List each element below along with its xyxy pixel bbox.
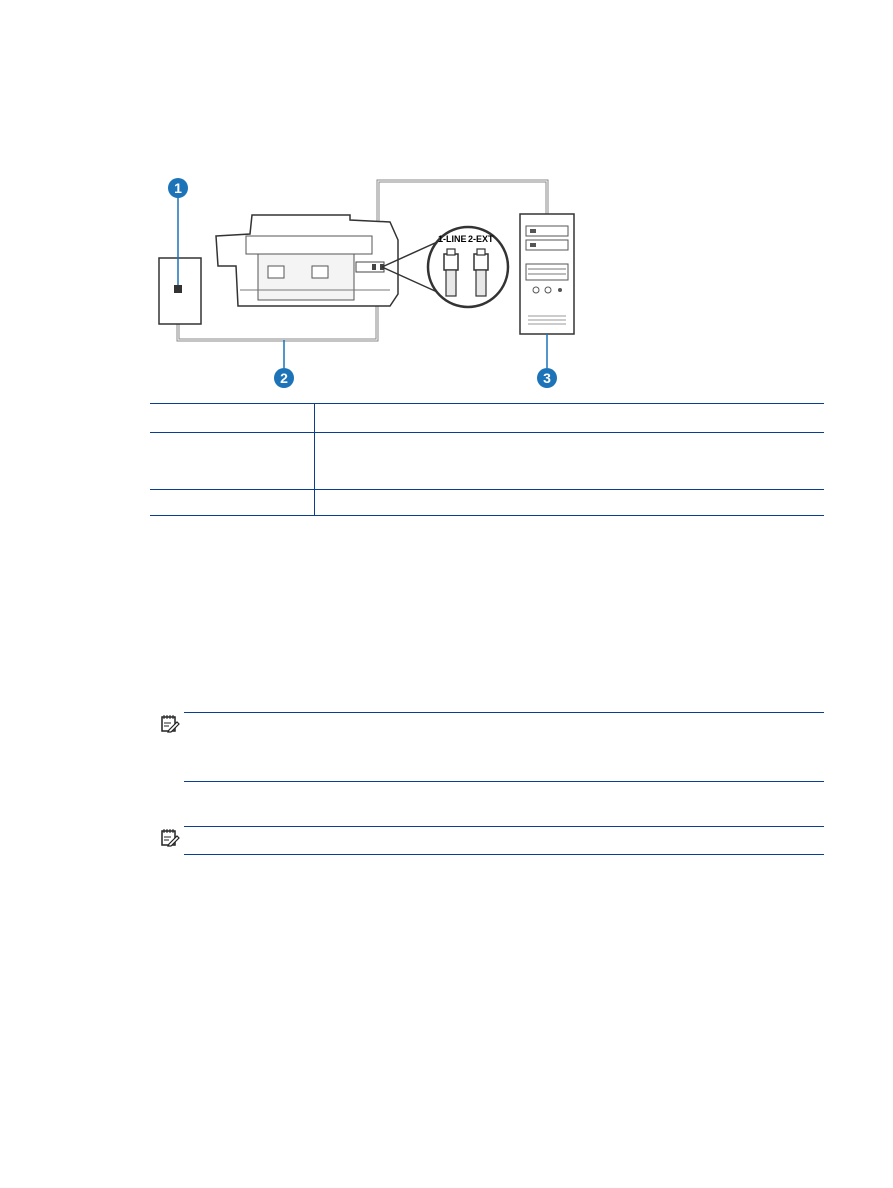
note-text	[184, 712, 824, 782]
legend-description	[315, 490, 825, 516]
telephone-wall-jack	[159, 258, 201, 324]
legend-number	[150, 404, 315, 433]
printer-back	[216, 215, 398, 306]
legend-description	[315, 404, 825, 433]
callout-3	[537, 368, 557, 388]
callout-2-label: 2	[280, 370, 288, 386]
port-zoom	[428, 227, 508, 307]
note-icon	[160, 714, 180, 734]
callout-3-label: 3	[543, 370, 551, 386]
legend-row	[150, 433, 824, 490]
legend-row	[150, 404, 824, 433]
callout-1-label: 1	[174, 180, 182, 196]
callout-1	[168, 178, 188, 198]
note-text	[184, 826, 824, 855]
computer-tower	[520, 214, 574, 334]
legend-number	[150, 490, 315, 516]
legend-table	[150, 403, 824, 516]
connection-diagram	[150, 170, 590, 400]
legend-number	[150, 433, 315, 490]
legend-row	[150, 490, 824, 516]
note-icon	[160, 828, 180, 848]
port-label-ext: 2-EXT	[468, 234, 494, 244]
port-label-line: 1-LINE	[438, 234, 467, 244]
callout-2	[274, 368, 294, 388]
note-box	[160, 826, 824, 856]
legend-description	[315, 433, 825, 490]
note-box	[160, 712, 824, 782]
